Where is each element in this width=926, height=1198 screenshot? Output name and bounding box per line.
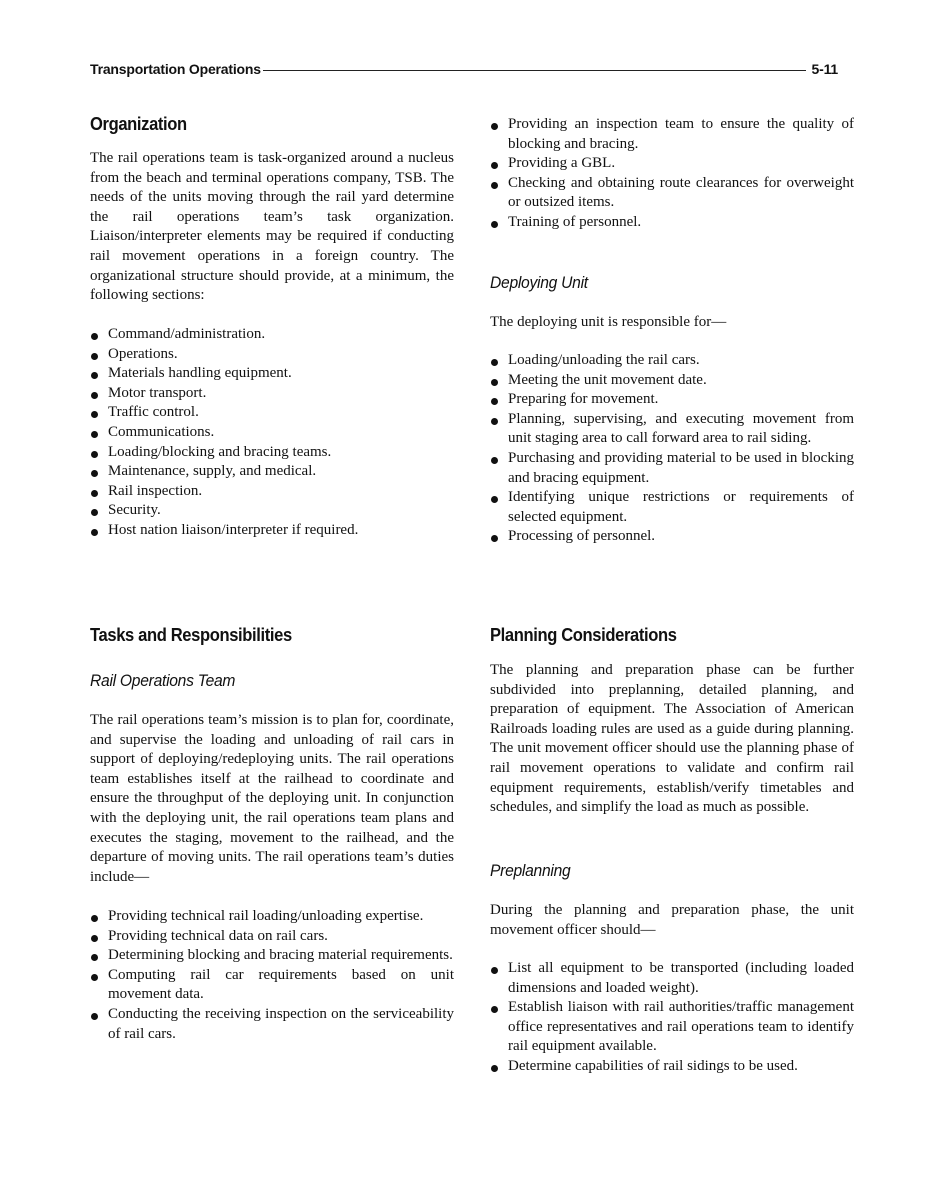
list-item: Determining blocking and bracing material requirements.	[90, 946, 454, 966]
organization-sections-list	[90, 325, 454, 541]
list-item: Communications.	[90, 423, 454, 443]
subheading-rail-operations-team: Rail Operations Team	[90, 671, 236, 690]
list-item: Security.	[90, 501, 454, 521]
list-item: Providing an inspection team to ensure the quality of blocking and bracing.	[490, 115, 854, 154]
list-item: Purchasing and providing material to be used in blocking and bracing equipment.	[490, 449, 854, 488]
list-item: Loading/blocking and bracing teams.	[90, 443, 454, 463]
list-item: Materials handling equipment.	[90, 364, 454, 384]
list-item: Providing technical data on rail cars.	[90, 927, 454, 947]
list-item: Motor transport.	[90, 384, 454, 404]
planning-considerations-paragraph: The planning and preparation phase can be further subdivided into preplanning, detailed planning, and preparation of equipment. The Association of American Railroads loading rules are used as a guide during planning. The unit movement officer should use the planning phase of rail movement operations to validate and confirm rail equipment requirements, establish/verify timetables and schedules, and simplify the load as much as possible.	[490, 662, 854, 816]
heading-organization: Organization	[90, 114, 187, 134]
header-rule	[263, 70, 806, 71]
subheading-deploying-unit: Deploying Unit	[490, 273, 588, 292]
list-item: Command/administration.	[90, 325, 454, 345]
rail-operations-duties-list	[90, 907, 454, 1044]
heading-tasks-and-responsibilities: Tasks and Responsibilities	[90, 625, 292, 645]
list-item: Meeting the unit movement date.	[490, 371, 854, 391]
list-item: Providing technical rail loading/unloading expertise.	[90, 907, 454, 927]
subheading-preplanning: Preplanning	[490, 861, 571, 880]
list-item: Determine capabilities of rail sidings to be used.	[490, 1057, 854, 1077]
deploying-unit-intro: The deploying unit is responsible for—	[490, 314, 727, 330]
heading-planning-considerations: Planning Considerations	[490, 625, 677, 645]
list-item: Planning, supervising, and executing movement from unit staging area to call forward area to rail siding.	[490, 410, 854, 449]
deploying-unit-responsibilities-list	[490, 351, 854, 547]
list-item: Establish liaison with rail authorities/traffic management office representatives and rail operations team to identify rail equipment available.	[490, 998, 854, 1057]
list-item: Identifying unique restrictions or requirements of selected equipment.	[490, 488, 854, 527]
list-item: Rail inspection.	[90, 482, 454, 502]
list-item: Training of personnel.	[490, 213, 854, 233]
list-item: Computing rail car requirements based on unit movement data.	[90, 966, 454, 1005]
list-item: Operations.	[90, 345, 454, 365]
list-item: List all equipment to be transported (including loaded dimensions and loaded weight).	[490, 959, 854, 998]
rail-operations-team-paragraph: The rail operations team’s mission is to plan for, coordinate, and supervise the loading and unloading of rail cars in support of deploying/redeploying units. The rail operations team establishes itself at the railhead to coordinate and ensure the throughput of the deploying unit. In conjunction with the deploying unit, the rail operations team plans and executes the staging, movement to the railhead, and the departure of moving units. The rail operations team’s duties include—	[90, 712, 454, 885]
running-header	[90, 60, 838, 78]
list-item: Traffic control.	[90, 403, 454, 423]
list-item: Processing of personnel.	[490, 527, 854, 547]
page-number: 5-11	[811, 61, 838, 77]
preplanning-intro: During the planning and preparation phase, the unit movement officer should—	[490, 902, 854, 938]
list-item: Maintenance, supply, and medical.	[90, 462, 454, 482]
list-item: Providing a GBL.	[490, 154, 854, 174]
running-header-title: Transportation Operations	[90, 61, 261, 77]
list-item: Checking and obtaining route clearances for overweight or outsized items.	[490, 174, 854, 213]
list-item: Host nation liaison/interpreter if required.	[90, 521, 454, 541]
list-item: Preparing for movement.	[490, 390, 854, 410]
list-item: Loading/unloading the rail cars.	[490, 351, 854, 371]
duties-continued-list	[490, 115, 854, 233]
list-item: Conducting the receiving inspection on the serviceability of rail cars.	[90, 1005, 454, 1044]
organization-intro: The rail operations team is task-organized around a nucleus from the beach and terminal operations company, TSB. The needs of the units moving through the rail yard determine the rail operations team’s task organization. Liaison/interpreter elements may be required if conducting rail movement operations in a foreign country. The organizational structure should provide, at a minimum, the following sections:	[90, 150, 454, 304]
preplanning-actions-list	[490, 959, 854, 1077]
